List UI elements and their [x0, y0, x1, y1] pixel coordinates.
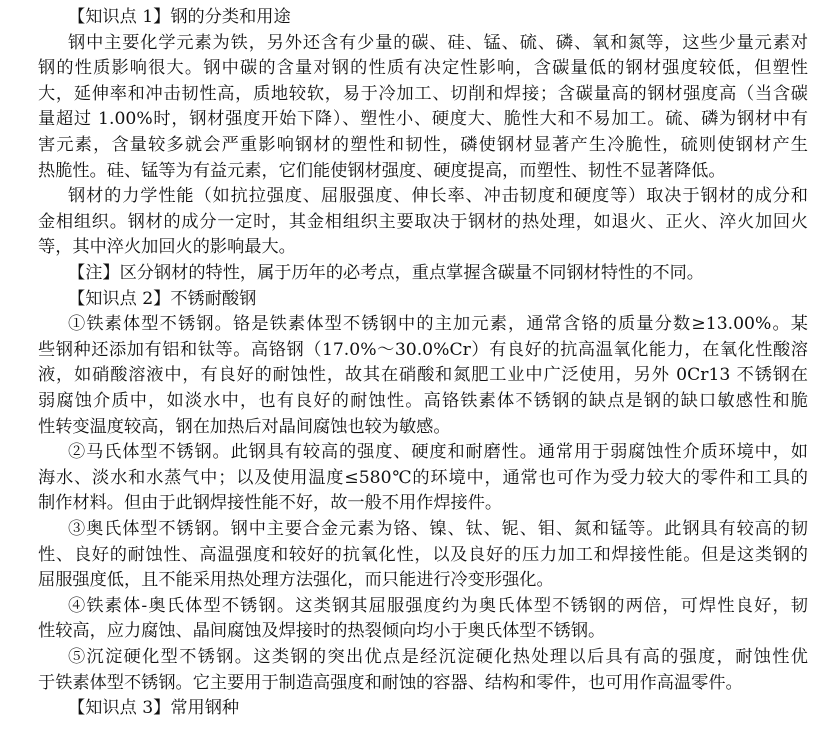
text-line: 性转变温度较高，钢在加热后对晶间腐蚀也较为敏感。	[38, 416, 451, 437]
text-line: 性较高，应力腐蚀、晶间腐蚀及焊接时的热裂倾向均小于奥氏体型不锈钢。	[38, 621, 606, 642]
text-line: 些钢种还添加有铝和钛等。高铬钢（17.0%～30.0%Cr）有良好的抗高温氧化能力，在氧化性酸溶	[38, 339, 808, 360]
text-line: ①铁素体型不锈钢。铬是铁素体型不锈钢中的主加元素，通常含铬的质量分数≥13.00%。某	[68, 314, 808, 335]
text-line: 大，延伸率和冲击韧性高，质地较软，易于冷加工、切削和焊接；含碳量高的钢材强度高（当含碳	[38, 83, 808, 104]
text-line: 量超过 1.00%时，钢材强度开始下降）、塑性小、硬度大、脆性大和不易加工。硫、磷为钢材中有	[38, 109, 808, 130]
text-line: 性、良好的耐蚀性、高温强度和较好的抗氧化性，以及良好的压力加工和焊接性能。但是这类钢的	[38, 544, 808, 565]
text-line: ④铁素体-奥氏体型不锈钢。这类钢其屈服强度约为奥氏体型不锈钢的两倍，可焊性良好，韧	[68, 595, 808, 616]
text-line: 海水、淡水和水蒸气中；以及使用温度≤580℃的环境中，通常也可作为受力较大的零件和工具的	[38, 467, 808, 488]
text-line: 制作材料。但由于此钢焊接性能不好，故一般不用作焊接件。	[38, 493, 503, 514]
text-line: 钢的性质影响很大。钢中碳的含量对钢的性质有决定性影响，含碳量低的钢材强度较低，但塑性	[38, 58, 808, 79]
text-line: 屈服强度低，且不能采用热处理方法强化，而只能进行冷变形强化。	[38, 570, 554, 591]
text-line: 热脆性。硅、锰等为有益元素，它们能使钢材强度、硬度提高，而塑性、韧性不显著降低。	[38, 160, 726, 181]
text-line: 【知识点 3】常用钢种	[68, 698, 240, 719]
text-line: 于铁素体型不锈钢。它主要用于制造高强度和耐蚀的容器、结构和零件，也可用作高温零件。	[38, 672, 743, 693]
text-line: 液，如硝酸溶液中，有良好的耐蚀性，故其在硝酸和氮肥工业中广泛使用，另外 0Cr13 不锈钢在	[38, 365, 808, 386]
text-line: 害元素，含量较多就会严重影响钢材的塑性和韧性，磷使钢材显著产生冷脆性，硫则使钢材产生	[38, 135, 808, 155]
text-line: ②马氏体型不锈钢。此钢具有较高的强度、硬度和耐磨性。通常用于弱腐蚀性介质环境中，如	[68, 442, 808, 463]
text-line: 【注】区分钢材的特性，属于历年的必考点，重点掌握含碳量不同钢材特性的不同。	[68, 263, 704, 283]
text-line: 【知识点 1】钢的分类和用途	[68, 7, 291, 27]
text-line: ③奥氏体型不锈钢。钢中主要合金元素为铬、镍、钛、铌、钼、氮和锰等。此钢具有较高的韧	[68, 519, 808, 539]
text-line: 钢中主要化学元素为铁，另外还含有少量的碳、硅、锰、硫、磷、氧和氮等，这些少量元素对	[68, 32, 808, 53]
text-line: 弱腐蚀介质中，如淡水中，也有良好的耐蚀性。高铬铁素体不锈钢的缺点是钢的缺口敏感性和脆	[38, 391, 808, 411]
text-line: ⑤沉淀硬化型不锈钢。这类钢的突出优点是经沉淀硬化热处理以后具有高的强度，耐蚀性优	[68, 647, 808, 667]
text-line: 【知识点 2】不锈耐酸钢	[68, 288, 257, 309]
text-line: 金相组织。钢材的成分一定时，其金相组织主要取决于钢材的热处理，如退火、正火、淬火加回火	[38, 211, 808, 232]
text-line: 等，其中淬火加回火的影响最大。	[38, 237, 296, 258]
text-line: 钢材的力学性能（如抗拉强度、屈服强度、伸长率、冲击韧度和硬度等）取决于钢材的成分和	[68, 186, 808, 207]
